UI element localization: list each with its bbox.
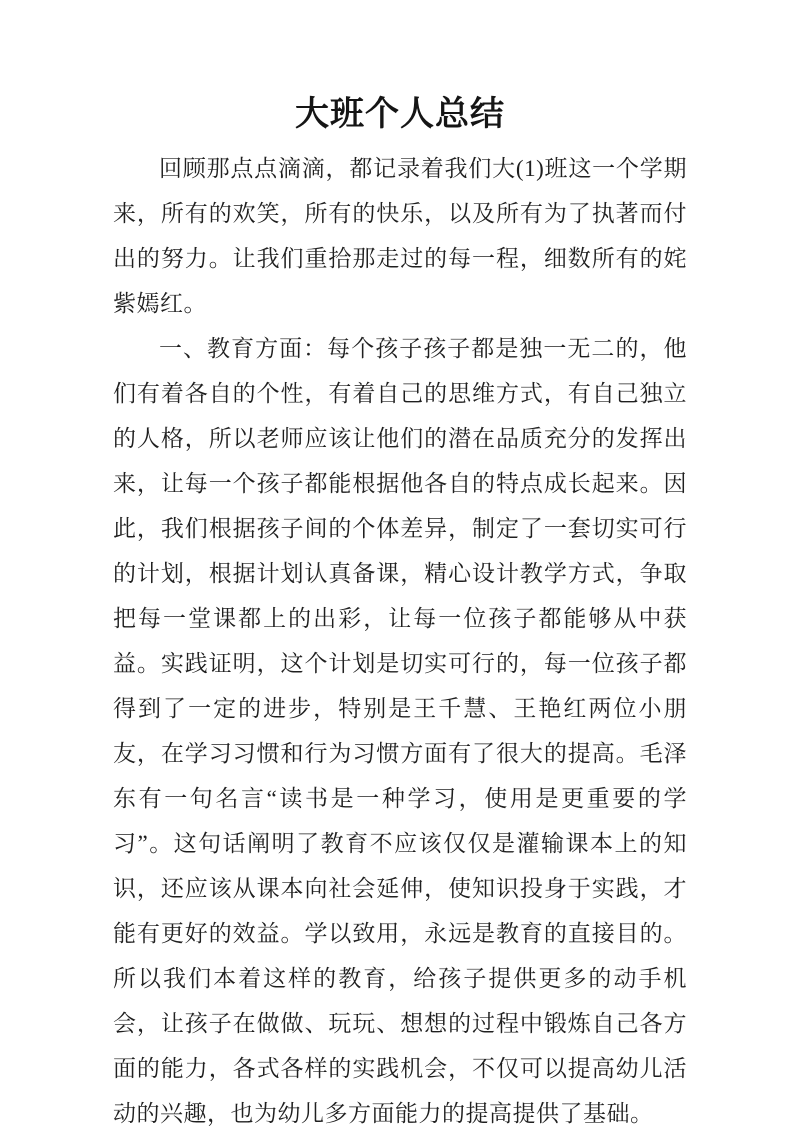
- paragraph-intro: 回顾那点点滴滴，都记录着我们大(1)班这一个学期来，所有的欢笑，所有的快乐，以及所有为了执著而付出的努力。让我们重拾那走过的每一程，细数所有的姹紫嫣红。: [113, 156, 687, 316]
- document-body: [113, 146, 687, 1136]
- document-title: 大班个人总结: [295, 96, 505, 133]
- paragraph-education: 一、教育方面：每个孩子孩子都是独一无二的，他们有着各自的个性，有着自己的思维方式，有自己独立的人格，所以老师应该让他们的潜在品质充分的发挥出来，让每一个孩子都能根据他各自的特点成长起来。因此，我们根据孩子间的个体差异，制定了一套切实可行的计划，根据计划认真备课，精心设计教学方式，争取把每一堂课都上的出彩，让每一位孩子都能够从中获益。实践证明，这个计划是切实可行的，每一位孩子都得到了一定的进步，特别是王千慧、王艳红两位小朋友，在学习习惯和行为习惯方面有了很大的提高。毛泽东有一句名言“读书是一种学习，使用是更重要的学习”。这句话阐明了教育不应该仅仅是灌输课本上的知识，还应该从课本向社会延伸，使知识投身于实践，才能有更好的效益。学以致用，永远是教育的直接目的。所以我们本着这样的教育，给孩子提供更多的动手机会，让孩子在做做、玩玩、想想的过程中锻炼自己各方面的能力，各式各样的实践机会，不仅可以提高幼儿活动的兴趣，也为幼儿多方面能力的提高提供了基础。: [113, 336, 687, 1126]
